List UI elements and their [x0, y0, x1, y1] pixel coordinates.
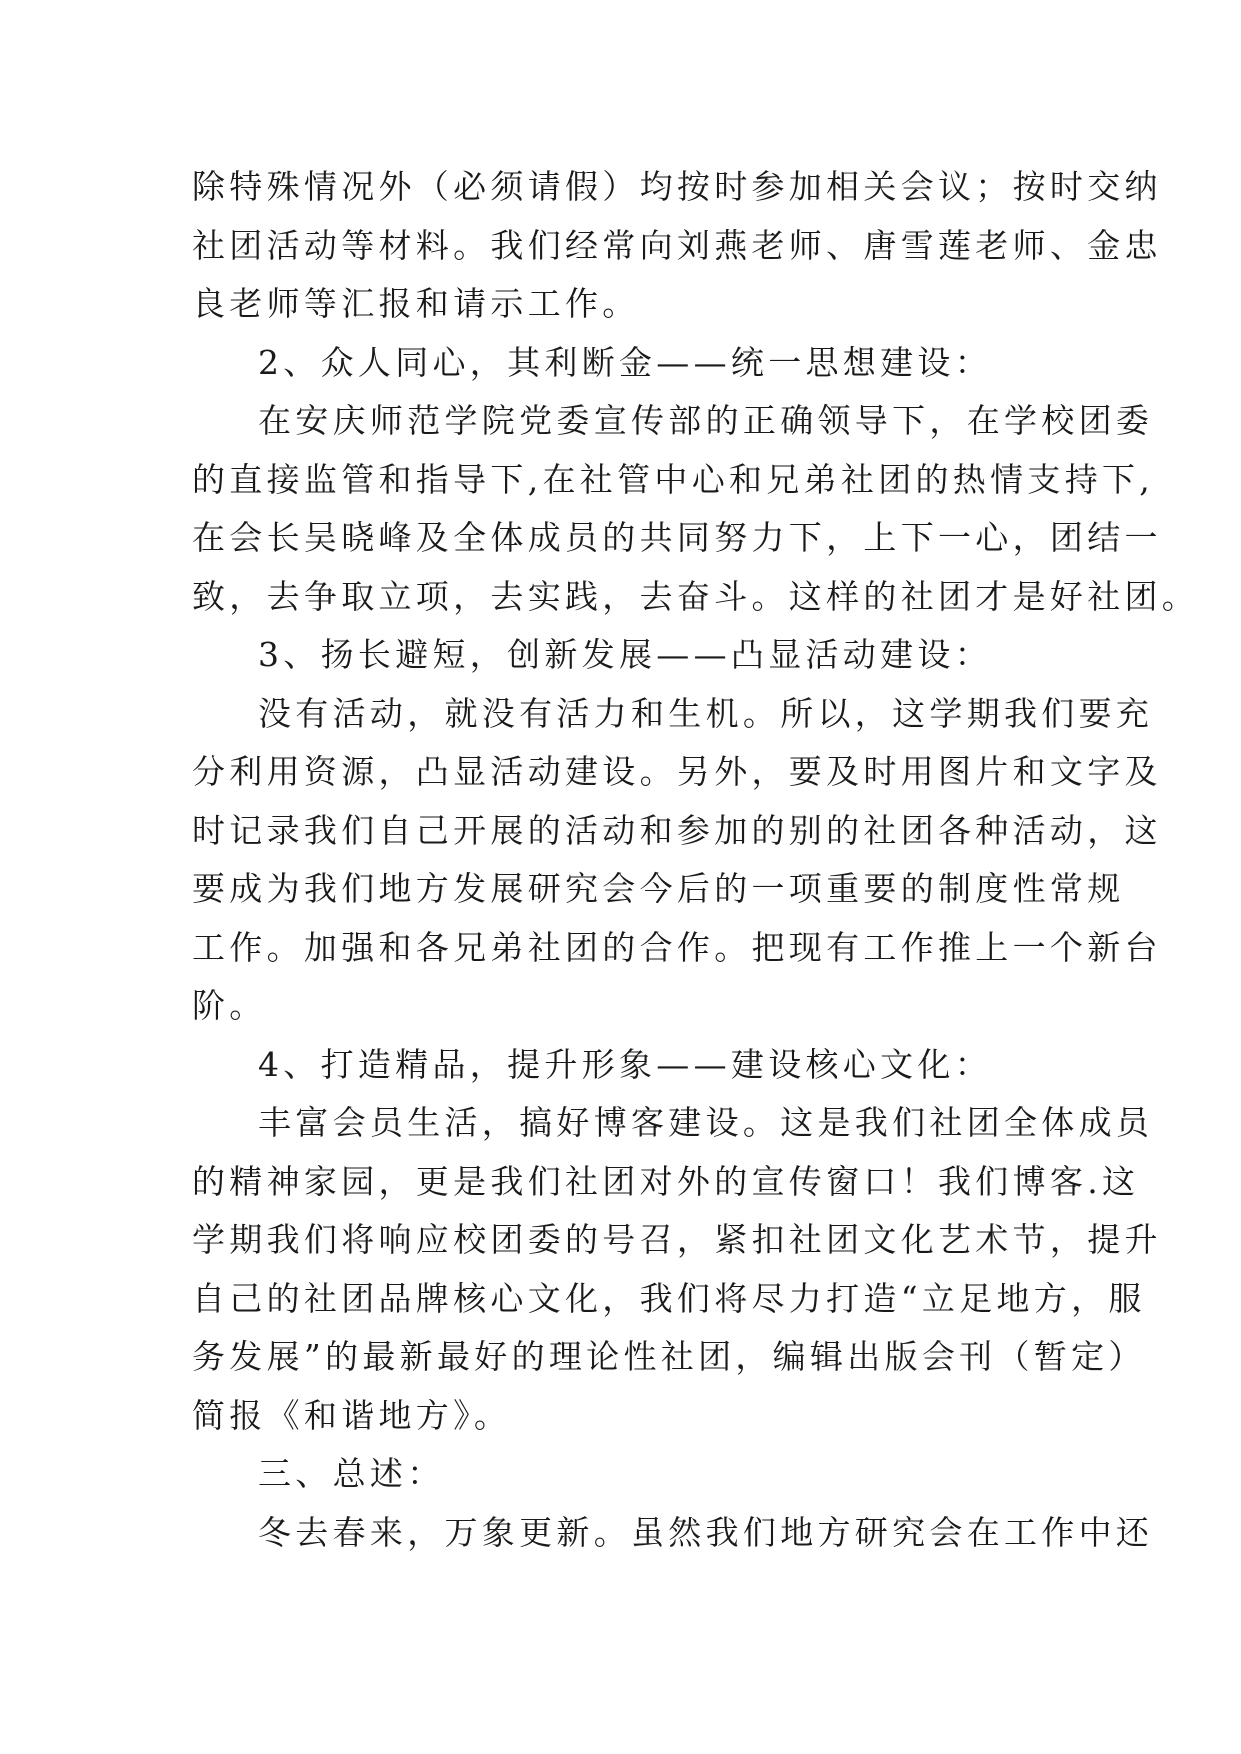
- text-line: 阶。: [192, 986, 267, 1025]
- text-line: 要成为我们地方发展研究会今后的一项重要的制度性常规: [192, 869, 1125, 908]
- text-line: 在安庆师范学院党委宣传部的正确领导下，在学校团委: [258, 401, 1154, 440]
- section-heading-2: 2、众人同心，其利断金——统一思想建设：: [258, 342, 992, 382]
- body-text: [192, 158, 1200, 1562]
- text-line: 除特殊情况外（必须请假）均按时参加相关会议；按时交纳: [192, 167, 1162, 206]
- text-line: 分利用资源，凸显活动建设。另外，要及时用图片和文字及: [192, 752, 1162, 791]
- section-heading-summary: 三、总述：: [258, 1454, 445, 1493]
- text-line: 丰富会员生活，搞好博客建设。这是我们社团全体成员: [258, 1103, 1154, 1142]
- text-line: 务发展”的最新最好的理论性社团，编辑出版会刊（暂定）: [192, 1337, 1146, 1376]
- section-heading-4: 4、打造精品，提升形象——建设核心文化：: [258, 1044, 992, 1084]
- section-heading-3: 3、扬长避短，创新发展——凸显活动建设：: [258, 635, 992, 674]
- text-line: 的精神家园，更是我们社团对外的宣传窗口！我们博客.这: [192, 1161, 1140, 1201]
- text-line: 良老师等汇报和请示工作。: [192, 284, 640, 323]
- text-line: 冬去春来，万象更新。虽然我们地方研究会在工作中还: [258, 1512, 1154, 1552]
- text-line: 在会长吴晓峰及全体成员的共同努力下，上下一心，团结一: [192, 518, 1162, 557]
- text-line: 致，去争取立项，去实践，去奋斗。这样的社团才是好社团。: [192, 576, 1200, 616]
- text-line: 没有活动，就没有活力和生机。所以，这学期我们要充: [258, 693, 1154, 733]
- text-line: 简报《和谐地方》。: [192, 1395, 512, 1435]
- text-line: 工作。加强和各兄弟社团的合作。把现有工作推上一个新台: [192, 927, 1162, 967]
- text-line: 时记录我们自己开展的活动和参加的别的社团各种活动，这: [192, 810, 1162, 850]
- text-line: 的直接监管和指导下,在社管中心和兄弟社团的热情支持下,: [192, 459, 1155, 499]
- text-line: 学期我们将响应校团委的号召，紧扣社团文化艺术节，提升: [192, 1220, 1162, 1259]
- text-line: 自己的社团品牌核心文化，我们将尽力打造“立足地方，服: [192, 1278, 1146, 1318]
- text-line: 社团活动等材料。我们经常向刘燕老师、唐雪莲老师、金忠: [192, 225, 1162, 265]
